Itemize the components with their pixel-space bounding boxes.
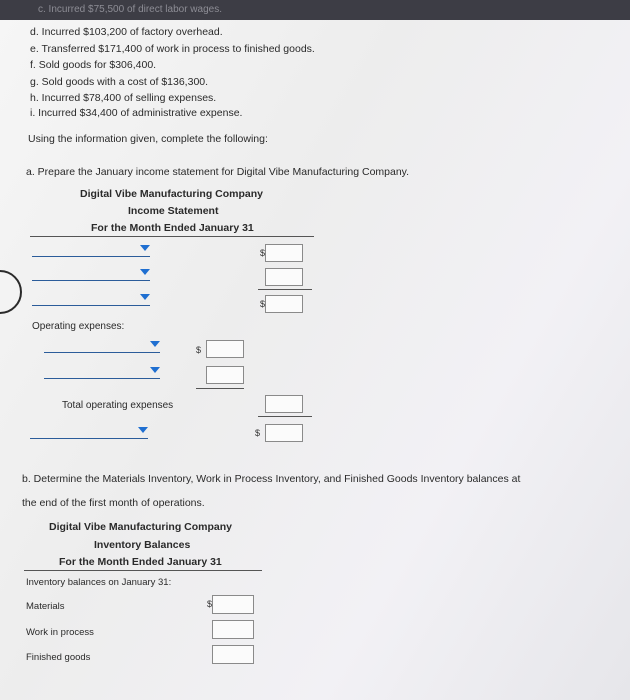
operating-expense-1-select[interactable] bbox=[44, 338, 160, 353]
part-b-statement-title: Inventory Balances bbox=[94, 539, 191, 551]
expense-subtotal-rule bbox=[196, 388, 244, 389]
finished-goods-label: Finished goods bbox=[26, 652, 91, 663]
item-i-text: i. Incurred $34,400 of administrative expense. bbox=[30, 107, 243, 119]
item-c-text: c. Incurred $75,500 of direct labor wages. bbox=[38, 4, 222, 15]
net-income-amount[interactable] bbox=[265, 424, 303, 442]
item-h-text: h. Incurred $78,400 of selling expenses. bbox=[30, 92, 217, 104]
total-operating-expenses-label: Total operating expenses bbox=[62, 400, 174, 411]
part-b-prompt-line-2: the end of the first month of operations. bbox=[22, 497, 205, 509]
materials-label: Materials bbox=[26, 601, 65, 612]
total-operating-expenses-amount[interactable] bbox=[265, 395, 303, 413]
part-a-prompt: a. Prepare the January income statement for Digital Vibe Manufacturing Company. bbox=[26, 166, 410, 178]
operating-expense-2-amount[interactable] bbox=[206, 366, 244, 384]
dollar-sign: $ bbox=[260, 248, 266, 258]
operating-expense-2-select[interactable] bbox=[44, 364, 160, 379]
income-line-3-select[interactable] bbox=[32, 291, 150, 306]
chevron-down-icon bbox=[140, 294, 150, 300]
materials-amount[interactable] bbox=[212, 595, 254, 614]
net-rule bbox=[258, 416, 312, 417]
part-b-prompt-line-1: b. Determine the Materials Inventory, Work in Process Inventory, and Finished Goods Inventory balances at bbox=[22, 473, 521, 485]
item-g-text: g. Sold goods with a cost of $136,300. bbox=[30, 76, 209, 88]
work-in-process-label: Work in process bbox=[26, 627, 94, 638]
header-rule bbox=[30, 236, 314, 237]
income-line-2-select[interactable] bbox=[32, 266, 150, 281]
inventory-balances-heading: Inventory balances on January 31: bbox=[26, 577, 172, 588]
work-in-process-amount[interactable] bbox=[212, 620, 254, 639]
dollar-sign: $ bbox=[255, 428, 261, 438]
operating-expenses-label: Operating expenses: bbox=[32, 321, 125, 332]
chevron-down-icon bbox=[150, 341, 160, 347]
chevron-down-icon bbox=[138, 427, 148, 433]
dollar-sign: $ bbox=[260, 299, 266, 309]
instruction-text: Using the information given, complete the following: bbox=[28, 133, 268, 145]
subtotal-rule bbox=[258, 289, 312, 290]
chevron-down-icon bbox=[140, 245, 150, 251]
income-line-2-amount[interactable] bbox=[265, 268, 303, 286]
dollar-sign: $ bbox=[196, 345, 202, 355]
dollar-sign: $ bbox=[207, 599, 213, 609]
part-b-header-rule bbox=[24, 570, 262, 571]
income-line-1-amount[interactable] bbox=[265, 244, 303, 262]
operating-expense-1-amount[interactable] bbox=[206, 340, 244, 358]
item-d-text: d. Incurred $103,200 of factory overhead. bbox=[30, 26, 223, 38]
item-e-text: e. Transferred $171,400 of work in process to finished goods. bbox=[30, 43, 315, 55]
chevron-down-icon bbox=[140, 269, 150, 275]
nav-circle[interactable] bbox=[0, 270, 22, 314]
income-line-1-select[interactable] bbox=[32, 242, 150, 257]
income-line-3-amount[interactable] bbox=[265, 295, 303, 313]
part-a-statement-title: Income Statement bbox=[128, 205, 219, 217]
part-b-company: Digital Vibe Manufacturing Company bbox=[49, 521, 232, 533]
part-a-period: For the Month Ended January 31 bbox=[91, 222, 254, 234]
item-f-text: f. Sold goods for $306,400. bbox=[30, 59, 157, 71]
chevron-down-icon bbox=[150, 367, 160, 373]
finished-goods-amount[interactable] bbox=[212, 645, 254, 664]
top-bar bbox=[0, 0, 630, 20]
part-a-company: Digital Vibe Manufacturing Company bbox=[80, 188, 263, 200]
part-b-period: For the Month Ended January 31 bbox=[59, 556, 222, 568]
net-income-select[interactable] bbox=[30, 424, 148, 439]
